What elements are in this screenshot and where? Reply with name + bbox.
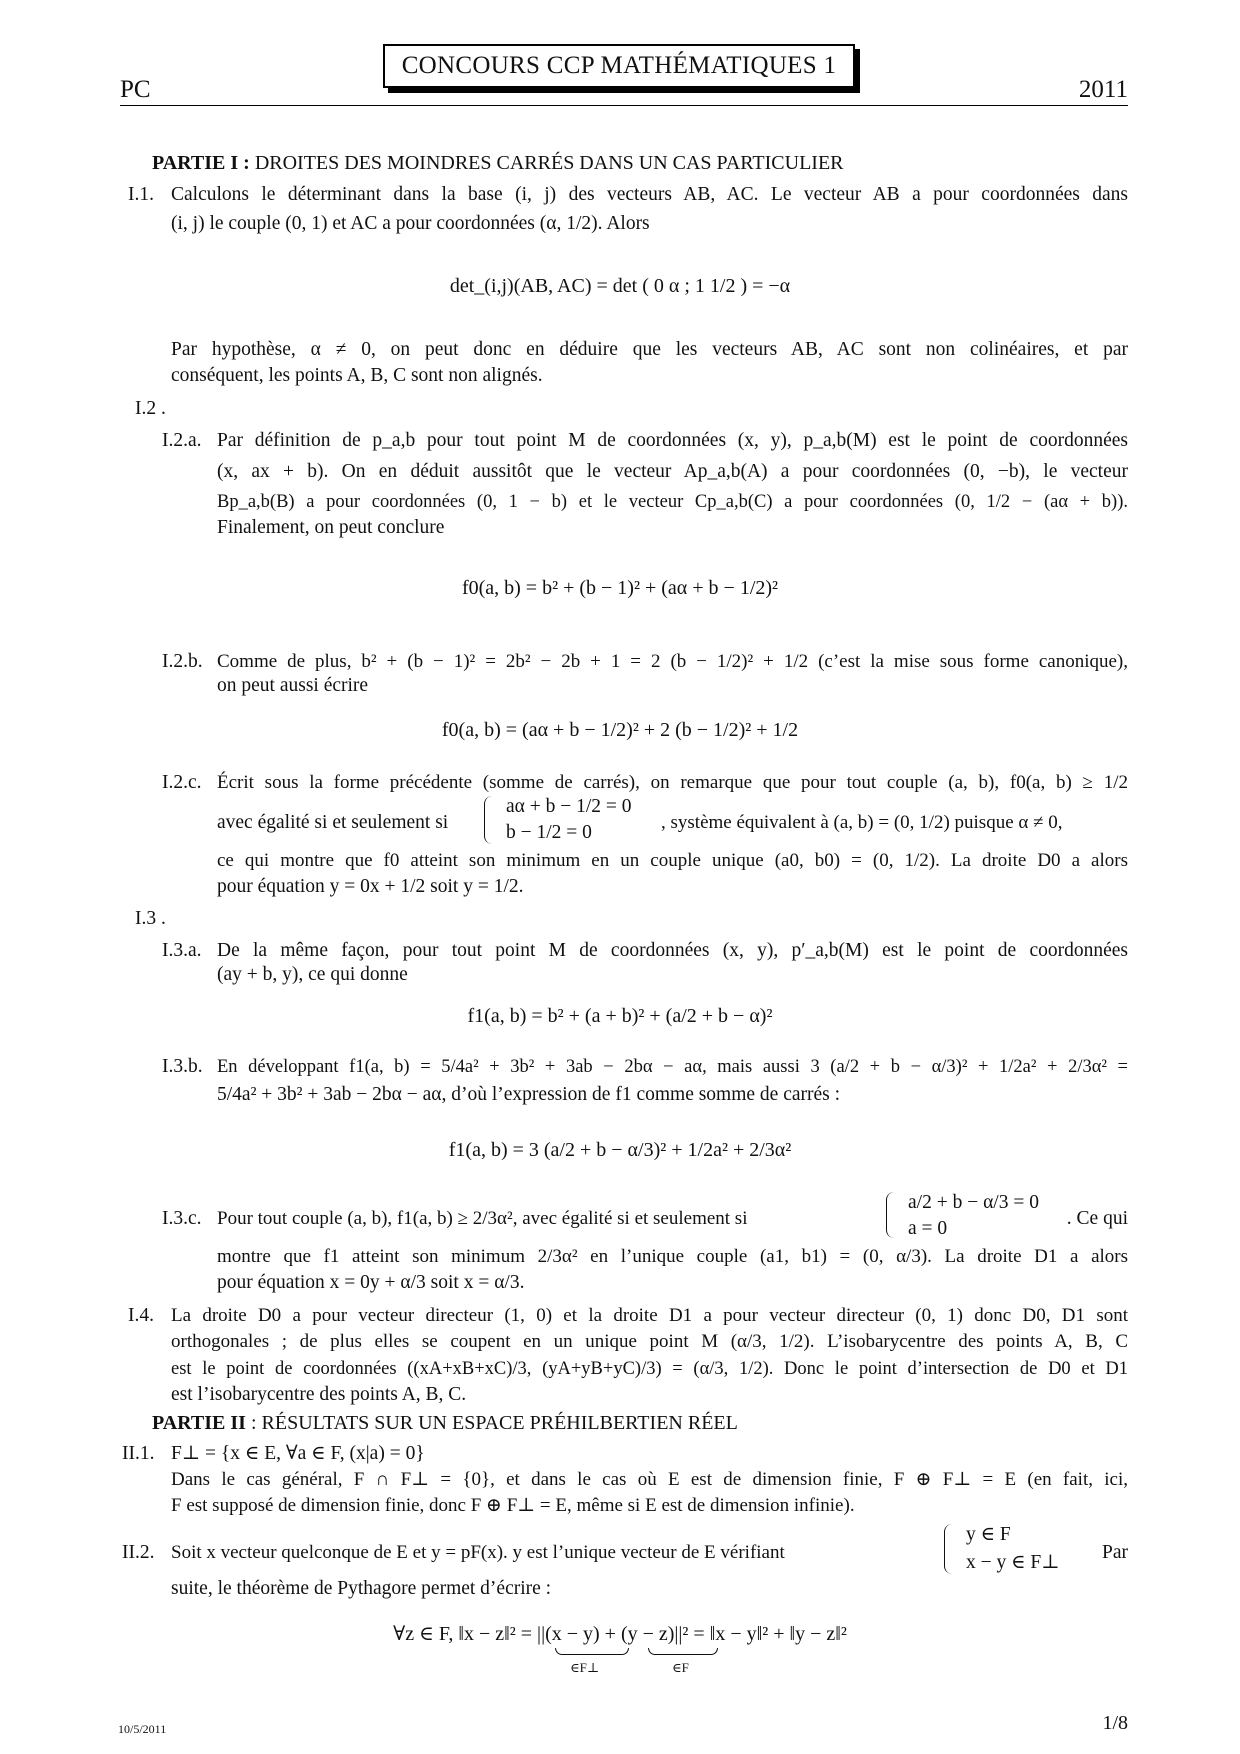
system-equation: aα + b − 1/2 = 0 xyxy=(506,796,632,817)
paragraph-line: Finalement, on peut conclure xyxy=(217,517,445,538)
paragraph-line: F⊥ = {x ∈ E, ∀a ∈ F, (x|a) = 0} xyxy=(171,1443,425,1464)
section-number: I.3 . xyxy=(135,908,166,929)
paragraph-line: Calculons le déterminant dans la base (i, j) des vecteurs AB, AC. Le vecteur AB a pour coordonnées dans xyxy=(171,184,1128,205)
equation-f1: f1(a, b) = b² + (a + b)² + (a/2 + b − α)² xyxy=(467,1005,773,1027)
paragraph-line: est le point de coordonnées ((xA+xB+xC)/3, (yA+yB+yC)/3) = (α/3, 1/2). Donc le point d’intersection de D0 et D1 xyxy=(171,1359,1128,1379)
section-number: I.2 . xyxy=(135,398,166,419)
underbrace xyxy=(555,1648,629,1655)
system-equation: b − 1/2 = 0 xyxy=(506,822,592,843)
underbrace xyxy=(648,1648,718,1655)
equation-f1-squares: f1(a, b) = 3 (a/2 + b − α/3)² + 1/2a² + 2/3α² xyxy=(448,1139,792,1161)
underbrace-label: ∈F xyxy=(672,1660,689,1675)
section-number: II.1. xyxy=(122,1443,155,1464)
system-brace xyxy=(886,1192,899,1238)
subsection-number: I.2.a. xyxy=(162,430,202,451)
header-rule xyxy=(120,105,1128,106)
paragraph-line: montre que f1 atteint son minimum 2/3α² en l’unique couple (a1, b1) = (0, α/3). La droite D1 a alors xyxy=(217,1246,1128,1267)
paragraph-line: Par définition de p_a,b pour tout point M de coordonnées (x, y), p_a,b(M) est le point de coordonnées xyxy=(217,430,1128,451)
header-left-label: PC xyxy=(120,76,151,103)
part1-heading xyxy=(152,150,844,176)
footer-page-number: 1/8 xyxy=(1102,1712,1128,1734)
subsection-number: I.3.c. xyxy=(162,1208,202,1229)
paragraph-line: pour équation y = 0x + 1/2 soit y = 1/2. xyxy=(217,876,524,897)
paragraph-line: . Ce qui xyxy=(1066,1208,1128,1229)
paragraph-line: , système équivalent à (a, b) = (0, 1/2) puisque α ≠ 0, xyxy=(661,812,1063,833)
paragraph-line: En développant f1(a, b) = 5/4a² + 3b² + 3ab − 2bα − aα, mais aussi 3 (a/2 + b − α/3)² + 1/2a² + 2/3α² = xyxy=(217,1057,1128,1077)
system-brace xyxy=(484,796,497,844)
paragraph-line: conséquent, les points A, B, C sont non alignés. xyxy=(171,365,543,386)
paragraph-line: ce qui montre que f0 atteint son minimum en un couple unique (a0, b0) = (0, 1/2). La droite D0 a alors xyxy=(217,850,1128,871)
section-number: I.1. xyxy=(128,184,154,205)
subsection-number: I.2.c. xyxy=(162,772,202,793)
footer-date: 10/5/2011 xyxy=(118,1722,167,1736)
equation-determinant: det_(i,j)(AB, AC) = det ( 0 α ; 1 1/2 ) = −α xyxy=(449,275,791,297)
equation-pythagore: ∀z ∈ F, ‖x − z‖² = ||(x − y) + (y − z)||² = ‖x − y‖² + ‖y − z‖² xyxy=(393,1623,847,1645)
subsection-number: I.3.b. xyxy=(162,1056,203,1077)
paragraph-line: (ay + b, y), ce qui donne xyxy=(217,964,408,985)
paragraph-line: (x, ax + b). On en déduit aussitôt que le vecteur Ap_a,b(A) a pour coordonnées (0, −b), le vecteur xyxy=(217,461,1128,482)
system-equation: y ∈ F xyxy=(966,1524,1011,1545)
system-equation: x − y ∈ F⊥ xyxy=(966,1552,1060,1573)
system-brace xyxy=(944,1524,957,1574)
paragraph-line: Écrit sous la forme précédente (somme de carrés), on remarque que pour tout couple (a, b), f0(a, b) ≥ 1/2 xyxy=(217,772,1128,793)
paragraph-line: pour équation x = 0y + α/3 soit x = α/3. xyxy=(217,1272,525,1293)
part2-heading-bold: PARTIE II xyxy=(152,1412,246,1434)
paragraph-line: F est supposé de dimension finie, donc F ⊕ F⊥ = E, même si E est de dimension infinie). xyxy=(171,1495,855,1516)
paragraph-line: Par xyxy=(1102,1542,1128,1563)
section-number: II.2. xyxy=(122,1542,155,1563)
underbrace-label: ∈F⊥ xyxy=(570,1660,600,1675)
paragraph-line: on peut aussi écrire xyxy=(217,675,369,696)
paragraph-line: De la même façon, pour tout point M de coordonnées (x, y), p′_a,b(M) est le point de coordonnées xyxy=(217,940,1128,961)
paragraph-line: Pour tout couple (a, b), f1(a, b) ≥ 2/3α², avec égalité si et seulement si xyxy=(217,1208,748,1229)
header-year: 2011 xyxy=(1078,76,1128,103)
part1-heading-rest: DROITES DES MOINDRES CARRÉS DANS UN CAS PARTICULIER xyxy=(254,152,844,174)
part2-heading-rest: : RÉSULTATS SUR UN ESPACE PRÉHILBERTIEN RÉEL xyxy=(250,1412,738,1434)
paragraph-line: est l’isobarycentre des points A, B, C. xyxy=(171,1384,467,1405)
equation-f0-canonical: f0(a, b) = (aα + b − 1/2)² + 2 (b − 1/2)² + 1/2 xyxy=(441,719,799,741)
paragraph-line: Par hypothèse, α ≠ 0, on peut donc en déduire que les vecteurs AB, AC sont non colinéaires, et par xyxy=(171,339,1128,360)
paragraph-line: Bp_a,b(B) a pour coordonnées (0, 1 − b) et le vecteur Cp_a,b(C) a pour coordonnées (0, 1/2 − (aα + b)). xyxy=(217,492,1128,512)
paragraph-line: La droite D0 a pour vecteur directeur (1, 0) et la droite D1 a pour vecteur directeur (0, 1) donc D0, D1 sont xyxy=(171,1305,1128,1326)
paragraph-line: Soit x vecteur quelconque de E et y = pF(x). y est l’unique vecteur de E vérifiant xyxy=(171,1542,785,1563)
equation-f0: f0(a, b) = b² + (b − 1)² + (aα + b − 1/2)² xyxy=(461,577,779,599)
subsection-number: I.2.b. xyxy=(162,651,203,672)
part2-heading xyxy=(152,1410,738,1436)
paragraph-line: orthogonales ; de plus elles se coupent en un unique point M (α/3, 1/2). L’isobarycentre des points A, B, C xyxy=(171,1331,1128,1352)
paragraph-line: (i, j) le couple (0, 1) et AC a pour coordonnées (α, 1/2). Alors xyxy=(171,213,650,234)
system-equation: a = 0 xyxy=(908,1218,948,1239)
section-number: I.4. xyxy=(128,1305,154,1326)
part1-heading-bold: PARTIE I : xyxy=(152,152,250,174)
subsection-number: I.3.a. xyxy=(162,940,202,961)
paragraph-line: Comme de plus, b² + (b − 1)² = 2b² − 2b + 1 = 2 (b − 1/2)² + 1/2 (c’est la mise sous forme canonique), xyxy=(217,651,1128,672)
system-equation: a/2 + b − α/3 = 0 xyxy=(908,1192,1039,1213)
paragraph-line: suite, le théorème de Pythagore permet d’écrire : xyxy=(171,1578,552,1599)
paragraph-line: 5/4a² + 3b² + 3ab − 2bα − aα, d’où l’expression de f1 comme somme de carrés : xyxy=(217,1084,841,1105)
paragraph-line: avec égalité si et seulement si xyxy=(217,812,449,833)
header-title-box: CONCOURS CCP MATHÉMATIQUES 1 xyxy=(383,44,855,88)
paragraph-line: Dans le cas général, F ∩ F⊥ = {0}, et dans le cas où E est de dimension finie, F ⊕ F⊥ = E (en fait, ici, xyxy=(171,1469,1128,1490)
